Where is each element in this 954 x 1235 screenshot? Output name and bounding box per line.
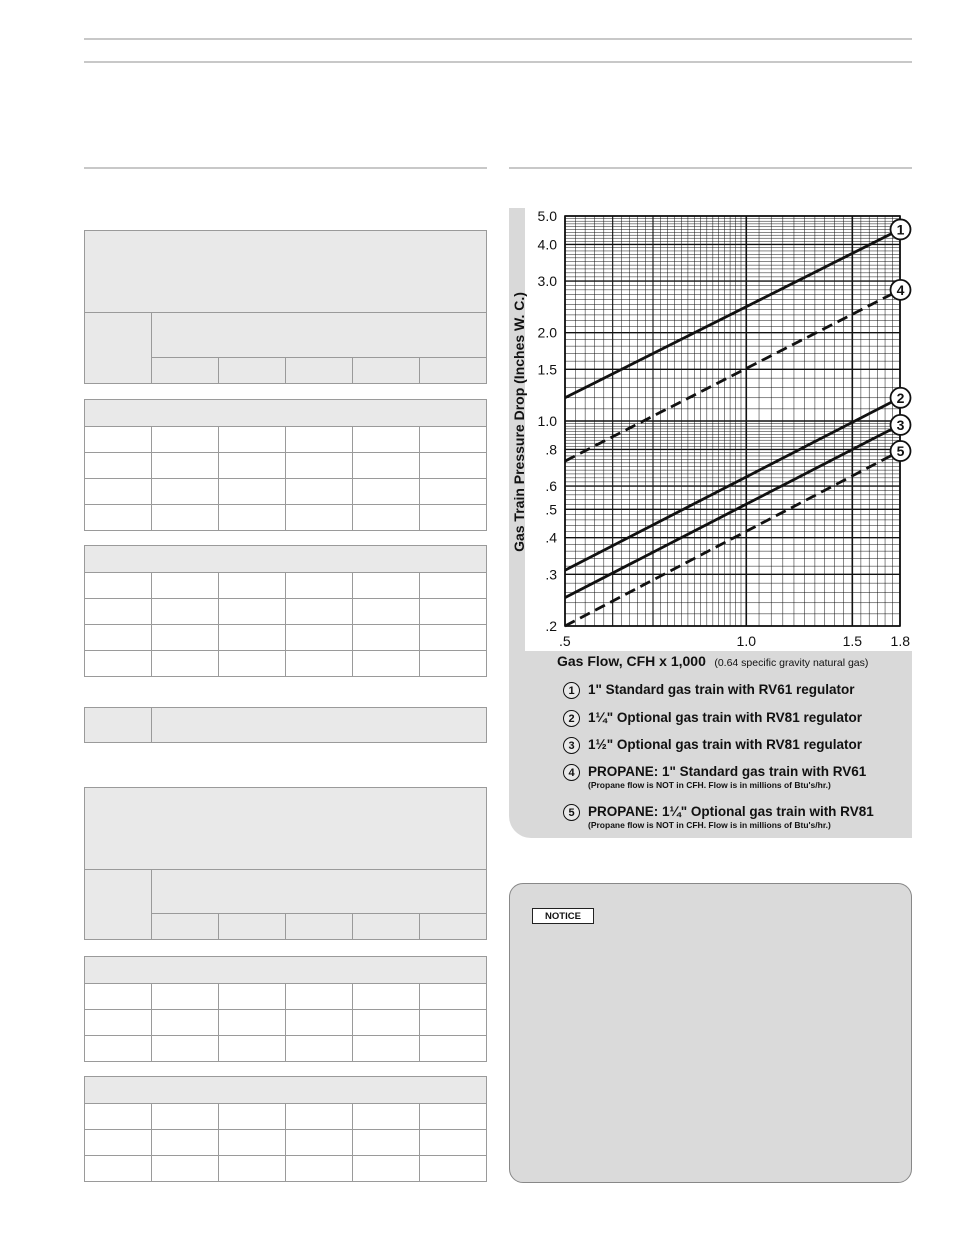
pressure-drop-chart xyxy=(509,208,912,669)
y-tick-label: 1.5 xyxy=(537,361,557,378)
legend-note: (Propane flow is NOT in CFH. Flow is in millions of Btu's/hr.) xyxy=(588,820,831,830)
y-tick-label: 5.0 xyxy=(537,208,557,224)
y-tick-label: 1.0 xyxy=(537,413,557,429)
table-2-section-a xyxy=(84,956,487,1062)
legend-marker: 5 xyxy=(563,804,580,821)
y-axis-label: Gas Train Pressure Drop (Inches W. C.) xyxy=(511,292,527,552)
legend-marker: 1 xyxy=(563,682,580,699)
header-rule-bottom xyxy=(84,61,912,63)
legend-marker: 3 xyxy=(563,737,580,754)
table-2-header xyxy=(84,787,487,940)
table-2-section-b-heading xyxy=(85,1077,487,1104)
y-tick-label: .6 xyxy=(545,478,557,495)
legend-marker: 4 xyxy=(563,764,580,781)
table-2-section-b xyxy=(84,1076,487,1182)
table-row xyxy=(85,1104,487,1130)
table-row xyxy=(85,505,487,531)
legend-item-5 xyxy=(563,804,874,831)
legend-label: PROPANE: 1" Standard gas train with RV61 xyxy=(588,764,867,779)
table-1-section-b xyxy=(84,545,487,677)
table-row xyxy=(85,625,487,651)
table-1-row-header-cell xyxy=(85,313,152,384)
y-tick-label: .2 xyxy=(545,618,557,634)
x-tick-label: 1.0 xyxy=(736,633,757,649)
table-1-section-b-heading xyxy=(85,546,487,573)
table-1-note xyxy=(84,707,487,743)
legend-label: 1½" Optional gas train with RV81 regulator xyxy=(588,737,862,752)
y-tick-label: .5 xyxy=(545,501,557,518)
x-axis-label xyxy=(557,653,868,670)
table-1-title-cell xyxy=(85,231,487,313)
y-tick-label: 4.0 xyxy=(537,236,557,253)
right-column-rule xyxy=(509,167,912,169)
series-marker-label-3: 3 xyxy=(896,416,905,433)
table-row xyxy=(85,1130,487,1156)
table-2-column-group-cell xyxy=(152,870,487,914)
table-2-row-header-cell xyxy=(85,870,152,940)
table-2-title-cell xyxy=(85,788,487,870)
table-1-column-group-cell xyxy=(152,313,487,358)
table-1-section-a xyxy=(84,399,487,531)
left-column-rule xyxy=(84,167,487,169)
table-row xyxy=(85,1010,487,1036)
series-marker-label-2: 2 xyxy=(896,389,905,406)
x-axis-label-main: Gas Flow, CFH x 1,000 xyxy=(557,653,706,669)
table-row xyxy=(85,599,487,625)
y-tick-label: .3 xyxy=(545,566,557,583)
series-marker-label-4: 4 xyxy=(896,281,905,298)
legend-marker: 2 xyxy=(563,710,580,727)
series-marker-label-5: 5 xyxy=(896,443,905,460)
legend-item-1 xyxy=(563,682,854,699)
legend-label: 1¼" Optional gas train with RV81 regulator xyxy=(588,710,862,725)
x-tick-label: .5 xyxy=(559,633,571,649)
y-tick-label: .8 xyxy=(545,441,557,458)
legend-note: (Propane flow is NOT in CFH. Flow is in millions of Btu's/hr.) xyxy=(588,780,831,790)
legend-item-2 xyxy=(563,710,862,727)
table-row xyxy=(85,651,487,677)
table-row xyxy=(85,453,487,479)
series-marker-label-1: 1 xyxy=(896,221,905,238)
table-2-section-a-heading xyxy=(85,957,487,984)
y-tick-label: 2.0 xyxy=(537,324,557,341)
x-axis-label-note: (0.64 specific gravity natural gas) xyxy=(714,657,869,669)
table-row xyxy=(85,1036,487,1062)
x-tick-label: 1.5 xyxy=(842,633,863,649)
pressure-drop-chart-panel xyxy=(509,208,912,838)
header-rule-top xyxy=(84,38,912,40)
x-tick-label: 1.8 xyxy=(890,633,910,649)
legend-item-3 xyxy=(563,737,862,754)
legend-item-4 xyxy=(563,764,866,791)
y-tick-label: .4 xyxy=(545,529,557,546)
table-row xyxy=(85,573,487,599)
legend-label: 1" Standard gas train with RV61 regulator xyxy=(588,682,855,697)
notice-badge: NOTICE xyxy=(532,908,594,924)
notice-box xyxy=(509,883,912,1183)
table-1-header xyxy=(84,230,487,384)
table-row xyxy=(85,479,487,505)
legend-label: PROPANE: 1¼" Optional gas train with RV81 xyxy=(588,804,874,819)
table-row xyxy=(85,984,487,1010)
table-row xyxy=(85,1156,487,1182)
table-1-section-a-heading xyxy=(85,400,487,427)
y-tick-label: 3.0 xyxy=(537,273,557,290)
table-row xyxy=(85,427,487,453)
